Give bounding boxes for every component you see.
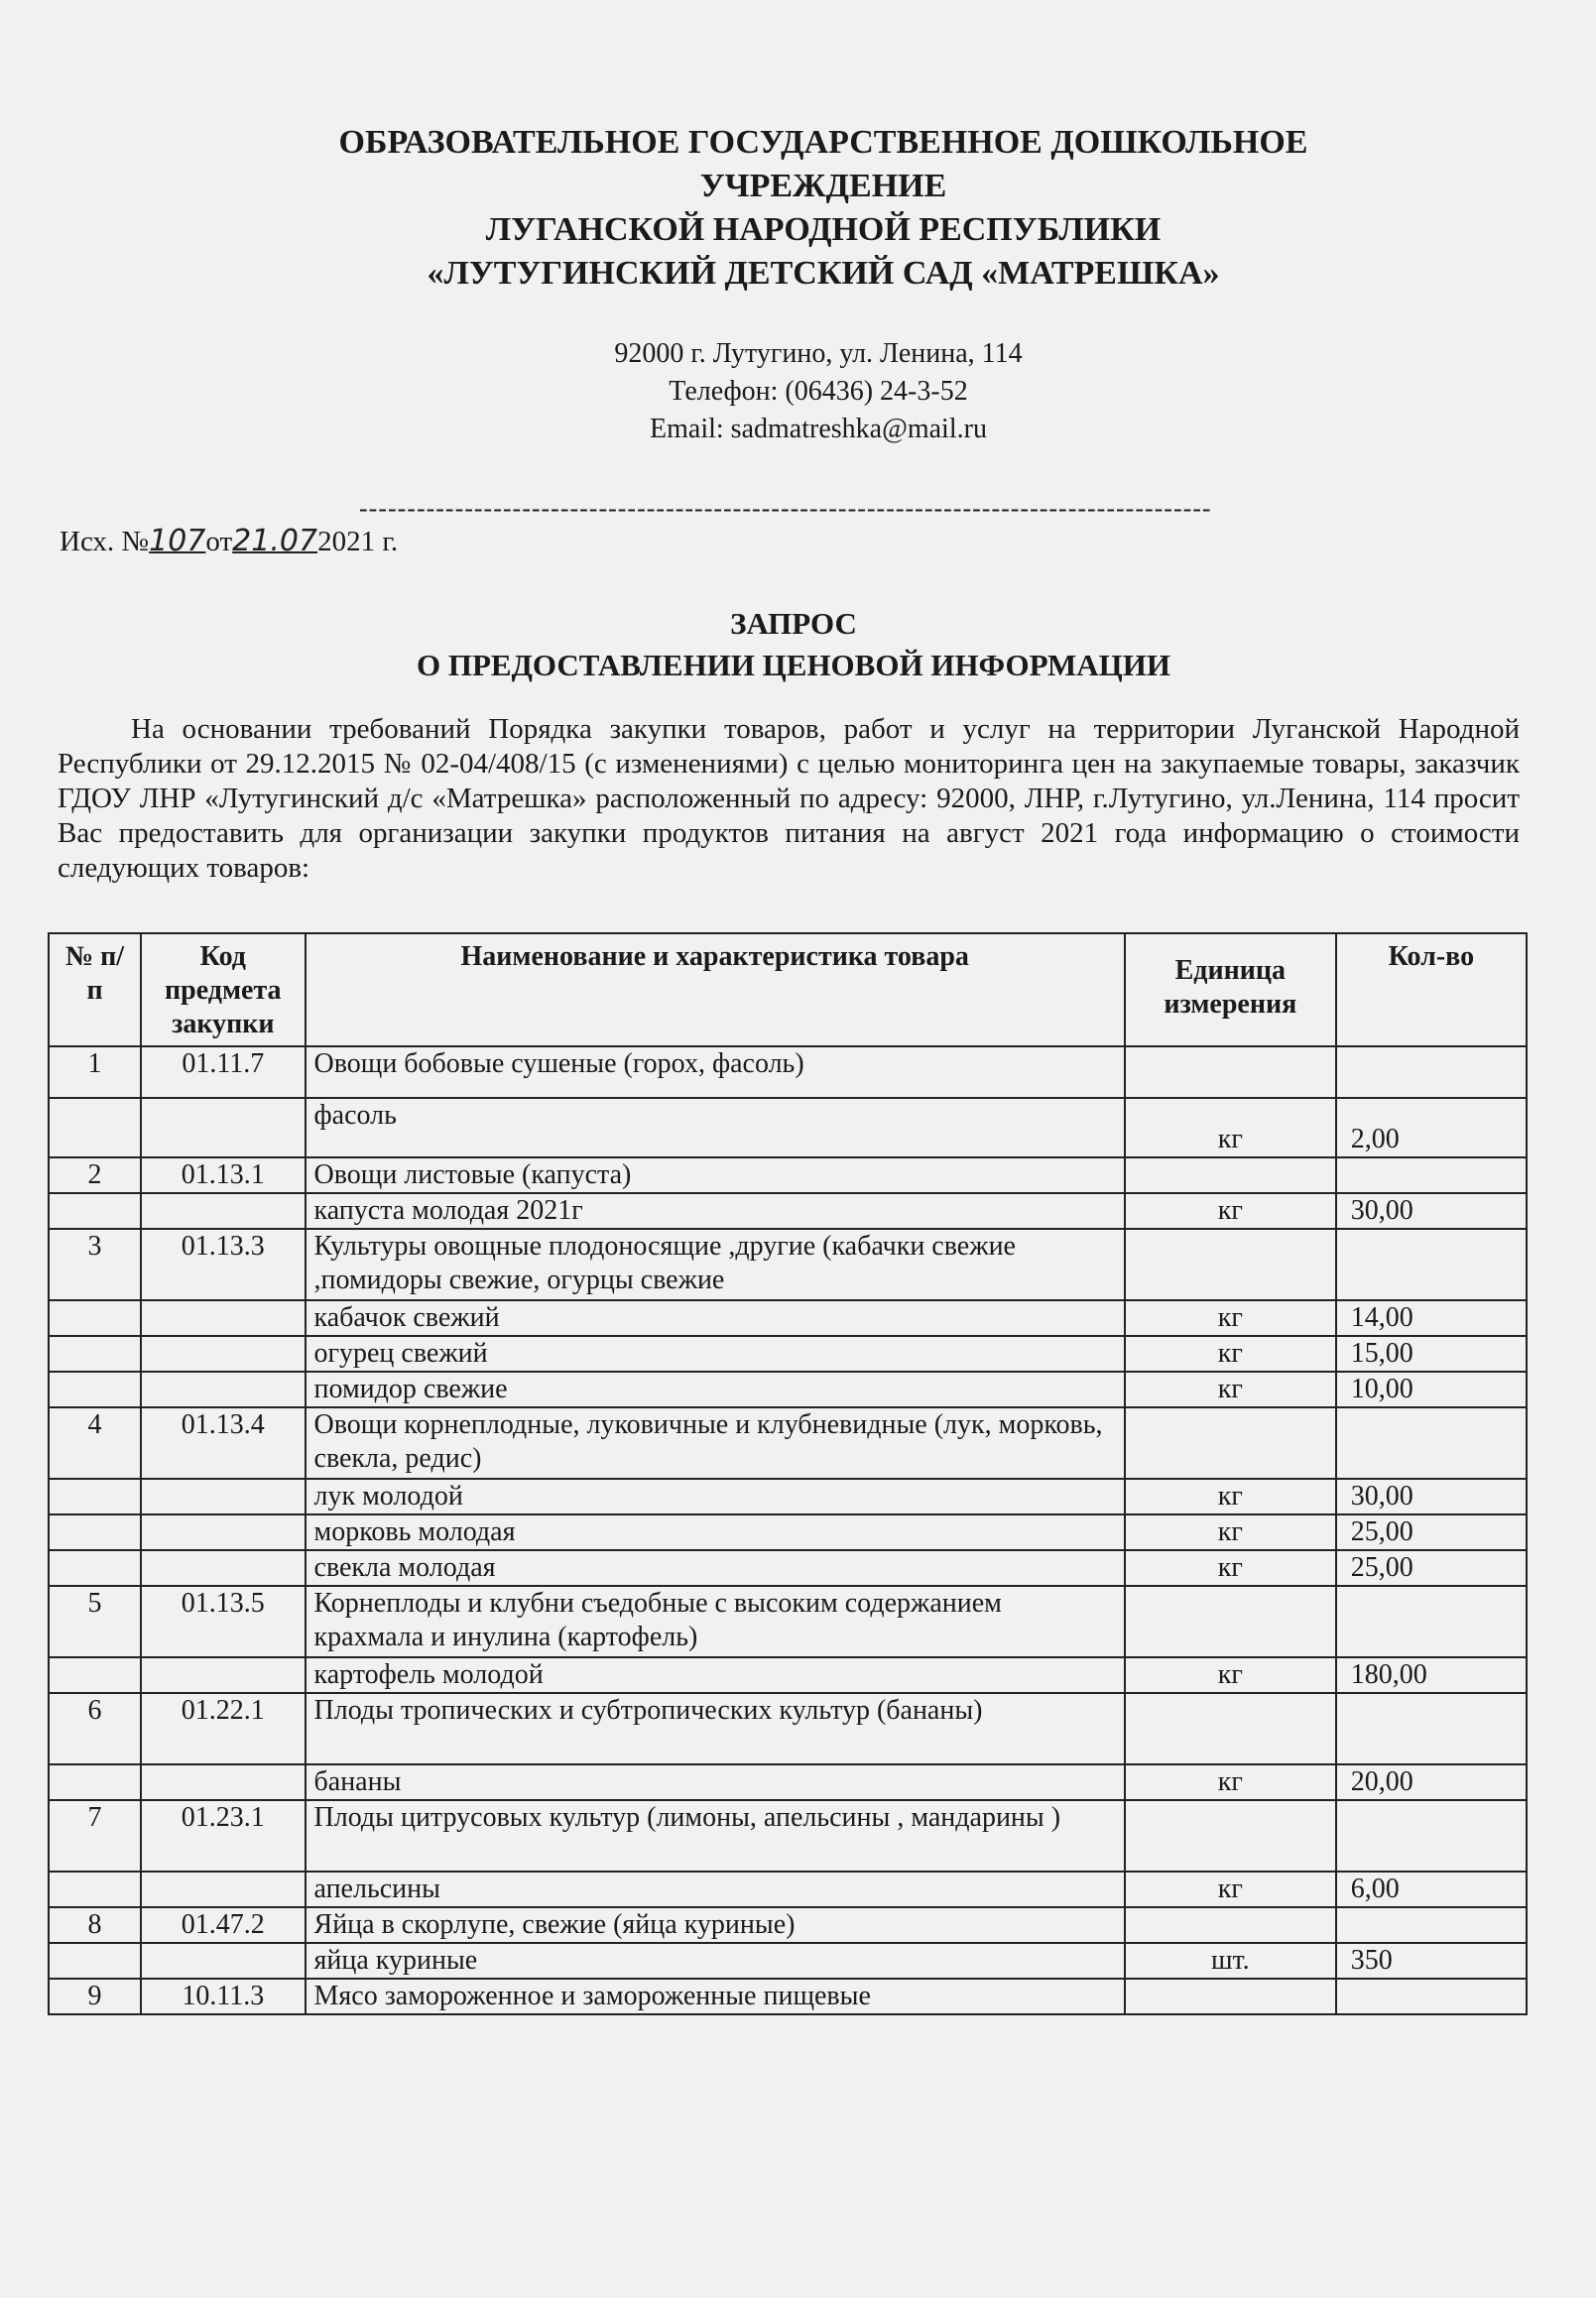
row-number: 9: [49, 1979, 141, 2014]
row-number: [49, 1479, 141, 1514]
row-unit: кг: [1125, 1372, 1336, 1407]
row-code: 01.13.5: [141, 1586, 305, 1657]
row-qty: 30,00: [1336, 1479, 1527, 1514]
outgoing-prefix: Исх. №: [60, 526, 150, 557]
row-qty: 15,00: [1336, 1336, 1527, 1372]
table-row: [49, 1657, 1527, 1693]
row-code: [141, 1657, 305, 1693]
table-row: [49, 1372, 1527, 1407]
row-code: 01.13.1: [141, 1157, 305, 1193]
row-number: 2: [49, 1157, 141, 1193]
row-unit: кг: [1125, 1300, 1336, 1336]
row-name: Овощи бобовые сушеные (горох, фасоль): [306, 1046, 1125, 1098]
row-name: Плоды тропических и субтропических культур (бананы): [306, 1693, 1125, 1764]
row-unit: кг: [1125, 1657, 1336, 1693]
table-row: [49, 1764, 1527, 1800]
row-name: фасоль: [306, 1098, 1125, 1157]
organization-header: [0, 121, 1596, 296]
row-qty: [1336, 1229, 1527, 1300]
row-name: огурец свежий: [306, 1336, 1125, 1372]
row-name: лук молодой: [306, 1479, 1125, 1514]
row-number: [49, 1300, 141, 1336]
row-number: 5: [49, 1586, 141, 1657]
row-unit: кг: [1125, 1764, 1336, 1800]
row-code: 01.22.1: [141, 1693, 305, 1764]
row-number: 6: [49, 1693, 141, 1764]
row-number: [49, 1193, 141, 1229]
outgoing-from: от: [205, 526, 233, 557]
table-row: [49, 1336, 1527, 1372]
row-name: картофель молодой: [306, 1657, 1125, 1693]
row-unit: [1125, 1046, 1336, 1098]
row-unit: шт.: [1125, 1943, 1336, 1979]
row-qty: 180,00: [1336, 1657, 1527, 1693]
row-unit: кг: [1125, 1479, 1336, 1514]
table-row: [49, 1693, 1527, 1764]
row-qty: [1336, 1586, 1527, 1657]
table-row: [49, 1479, 1527, 1514]
title-line-1: ЗАПРОС: [730, 606, 857, 641]
header-line: УЧРЕЖДЕНИЕ: [699, 168, 947, 204]
row-qty: [1336, 1800, 1527, 1872]
row-qty: [1336, 1693, 1527, 1764]
row-code: [141, 1764, 305, 1800]
row-code: [141, 1514, 305, 1550]
row-name: яйца куриные: [306, 1943, 1125, 1979]
header-name: Наименование и характеристика товара: [306, 933, 1125, 1046]
header-no: № п/п: [49, 933, 141, 1046]
row-code: 01.47.2: [141, 1907, 305, 1943]
row-name: бананы: [306, 1764, 1125, 1800]
table-row: [49, 1872, 1527, 1907]
row-unit: [1125, 1800, 1336, 1872]
row-name: морковь молодая: [306, 1514, 1125, 1550]
row-name: Овощи листовые (капуста): [306, 1157, 1125, 1193]
table-row: [49, 1157, 1527, 1193]
header-qty: Кол-во: [1336, 933, 1527, 1046]
row-number: [49, 1657, 141, 1693]
row-code: 01.13.3: [141, 1229, 305, 1300]
intro-paragraph: На основании требований Порядка закупки товаров, работ и услуг на территории Луганской Народной Республики от 29.12.2015 № 02-04/408/15 (с изменениями) с целью мониторинга цен на закупаемые товары, заказчик ГДОУ ЛНР «Лутугинский д/с «Матрешка» расположенный по адресу: 92000, ЛНР, г.Лутугино, ул.Ленина, 114 просит Вас предоставить для организации закупки продуктов питания на август 2021 года информацию о стоимости следующих товаров:: [58, 713, 1520, 884]
row-unit: кг: [1125, 1193, 1336, 1229]
row-number: [49, 1336, 141, 1372]
row-code: 01.11.7: [141, 1046, 305, 1098]
row-code: 01.23.1: [141, 1800, 305, 1872]
row-name: Овощи корнеплодные, луковичные и клубневидные (лук, морковь, свекла, редис): [306, 1407, 1125, 1479]
row-qty: 25,00: [1336, 1514, 1527, 1550]
row-number: 1: [49, 1046, 141, 1098]
row-unit: кг: [1125, 1514, 1336, 1550]
header-line: «ЛУТУГИНСКИЙ ДЕТСКИЙ САД «МАТРЕШКА»: [427, 255, 1220, 292]
row-number: [49, 1550, 141, 1586]
row-code: [141, 1479, 305, 1514]
row-name: Культуры овощные плодоносящие ,другие (кабачки свежие ,помидоры свежие, огурцы свежие: [306, 1229, 1125, 1300]
row-unit: [1125, 1586, 1336, 1657]
row-qty: 350: [1336, 1943, 1527, 1979]
row-code: [141, 1098, 305, 1157]
header-line: ЛУГАНСКОЙ НАРОДНОЙ РЕСПУБЛИКИ: [485, 211, 1162, 248]
row-unit: кг: [1125, 1098, 1336, 1157]
header-line: ОБРАЗОВАТЕЛЬНОЕ ГОСУДАРСТВЕННОЕ ДОШКОЛЬНОЕ: [338, 124, 1308, 161]
table-row: [49, 1407, 1527, 1479]
row-code: [141, 1550, 305, 1586]
row-name: Мясо замороженное и замороженные пищевые: [306, 1979, 1125, 2014]
phone: Телефон: (06436) 24-3-52: [669, 376, 968, 407]
row-code: [141, 1300, 305, 1336]
row-number: [49, 1872, 141, 1907]
table-row: [49, 1193, 1527, 1229]
row-name: апельсины: [306, 1872, 1125, 1907]
separator-line: -----------------------------------------------------------------------------------------: [359, 494, 1212, 523]
document-title: [0, 603, 1587, 686]
address: 92000 г. Лутугино, ул. Ленина, 114: [614, 338, 1023, 369]
table-row: [49, 1046, 1527, 1098]
row-unit: [1125, 1979, 1336, 2014]
table-header-row: [49, 933, 1527, 1046]
goods-table: [48, 932, 1528, 2015]
row-name: капуста молодая 2021г: [306, 1193, 1125, 1229]
row-number: 4: [49, 1407, 141, 1479]
table-row: [49, 1229, 1527, 1300]
row-name: кабачок свежий: [306, 1300, 1125, 1336]
table-body: [49, 1046, 1527, 2014]
row-number: 7: [49, 1800, 141, 1872]
table-row: [49, 1586, 1527, 1657]
row-name: Корнеплоды и клубни съедобные с высоким содержанием крахмала и инулина (картофель): [306, 1586, 1125, 1657]
row-number: [49, 1372, 141, 1407]
table-row: [49, 1300, 1527, 1336]
row-qty: [1336, 1907, 1527, 1943]
table-row: [49, 1943, 1527, 1979]
outgoing-date-handwritten: 21.07: [232, 524, 318, 558]
row-code: [141, 1372, 305, 1407]
row-qty: 2,00: [1336, 1098, 1527, 1157]
row-unit: кг: [1125, 1550, 1336, 1586]
row-number: [49, 1764, 141, 1800]
row-code: 01.13.4: [141, 1407, 305, 1479]
outgoing-year: 2021 г.: [317, 526, 399, 557]
row-name: помидор свежие: [306, 1372, 1125, 1407]
row-qty: [1336, 1046, 1527, 1098]
outgoing-number-handwritten: 107: [149, 524, 206, 558]
row-unit: кг: [1125, 1336, 1336, 1372]
row-qty: [1336, 1157, 1527, 1193]
row-name: свекла молодая: [306, 1550, 1125, 1586]
row-qty: 30,00: [1336, 1193, 1527, 1229]
title-line-2: О ПРЕДОСТАВЛЕНИИ ЦЕНОВОЙ ИНФОРМАЦИИ: [416, 648, 1170, 682]
row-number: [49, 1943, 141, 1979]
header-code: Код предмета закупки: [141, 933, 305, 1046]
table-row: [49, 1800, 1527, 1872]
row-code: [141, 1193, 305, 1229]
row-number: [49, 1098, 141, 1157]
row-code: [141, 1943, 305, 1979]
table-row: [49, 1550, 1527, 1586]
row-number: [49, 1514, 141, 1550]
row-qty: 14,00: [1336, 1300, 1527, 1336]
row-qty: [1336, 1979, 1527, 2014]
outgoing-number: [60, 524, 398, 558]
row-qty: 6,00: [1336, 1872, 1527, 1907]
table-row: [49, 1979, 1527, 2014]
row-unit: [1125, 1693, 1336, 1764]
email: Email: sadmatreshka@mail.ru: [650, 414, 987, 444]
row-qty: 20,00: [1336, 1764, 1527, 1800]
row-name: Яйца в скорлупе, свежие (яйца куриные): [306, 1907, 1125, 1943]
table-row: [49, 1907, 1527, 1943]
row-unit: [1125, 1157, 1336, 1193]
row-unit: [1125, 1407, 1336, 1479]
row-code: [141, 1336, 305, 1372]
row-number: 8: [49, 1907, 141, 1943]
row-unit: кг: [1125, 1872, 1336, 1907]
row-unit: [1125, 1907, 1336, 1943]
row-qty: [1336, 1407, 1527, 1479]
row-code: [141, 1872, 305, 1907]
row-qty: 25,00: [1336, 1550, 1527, 1586]
row-name: Плоды цитрусовых культур (лимоны, апельсины , мандарины ): [306, 1800, 1125, 1872]
header-unit: Единица измерения: [1125, 933, 1336, 1046]
table-row: [49, 1098, 1527, 1157]
row-number: 3: [49, 1229, 141, 1300]
contact-block: [0, 335, 1596, 448]
row-code: 10.11.3: [141, 1979, 305, 2014]
row-unit: [1125, 1229, 1336, 1300]
table-row: [49, 1514, 1527, 1550]
row-qty: 10,00: [1336, 1372, 1527, 1407]
